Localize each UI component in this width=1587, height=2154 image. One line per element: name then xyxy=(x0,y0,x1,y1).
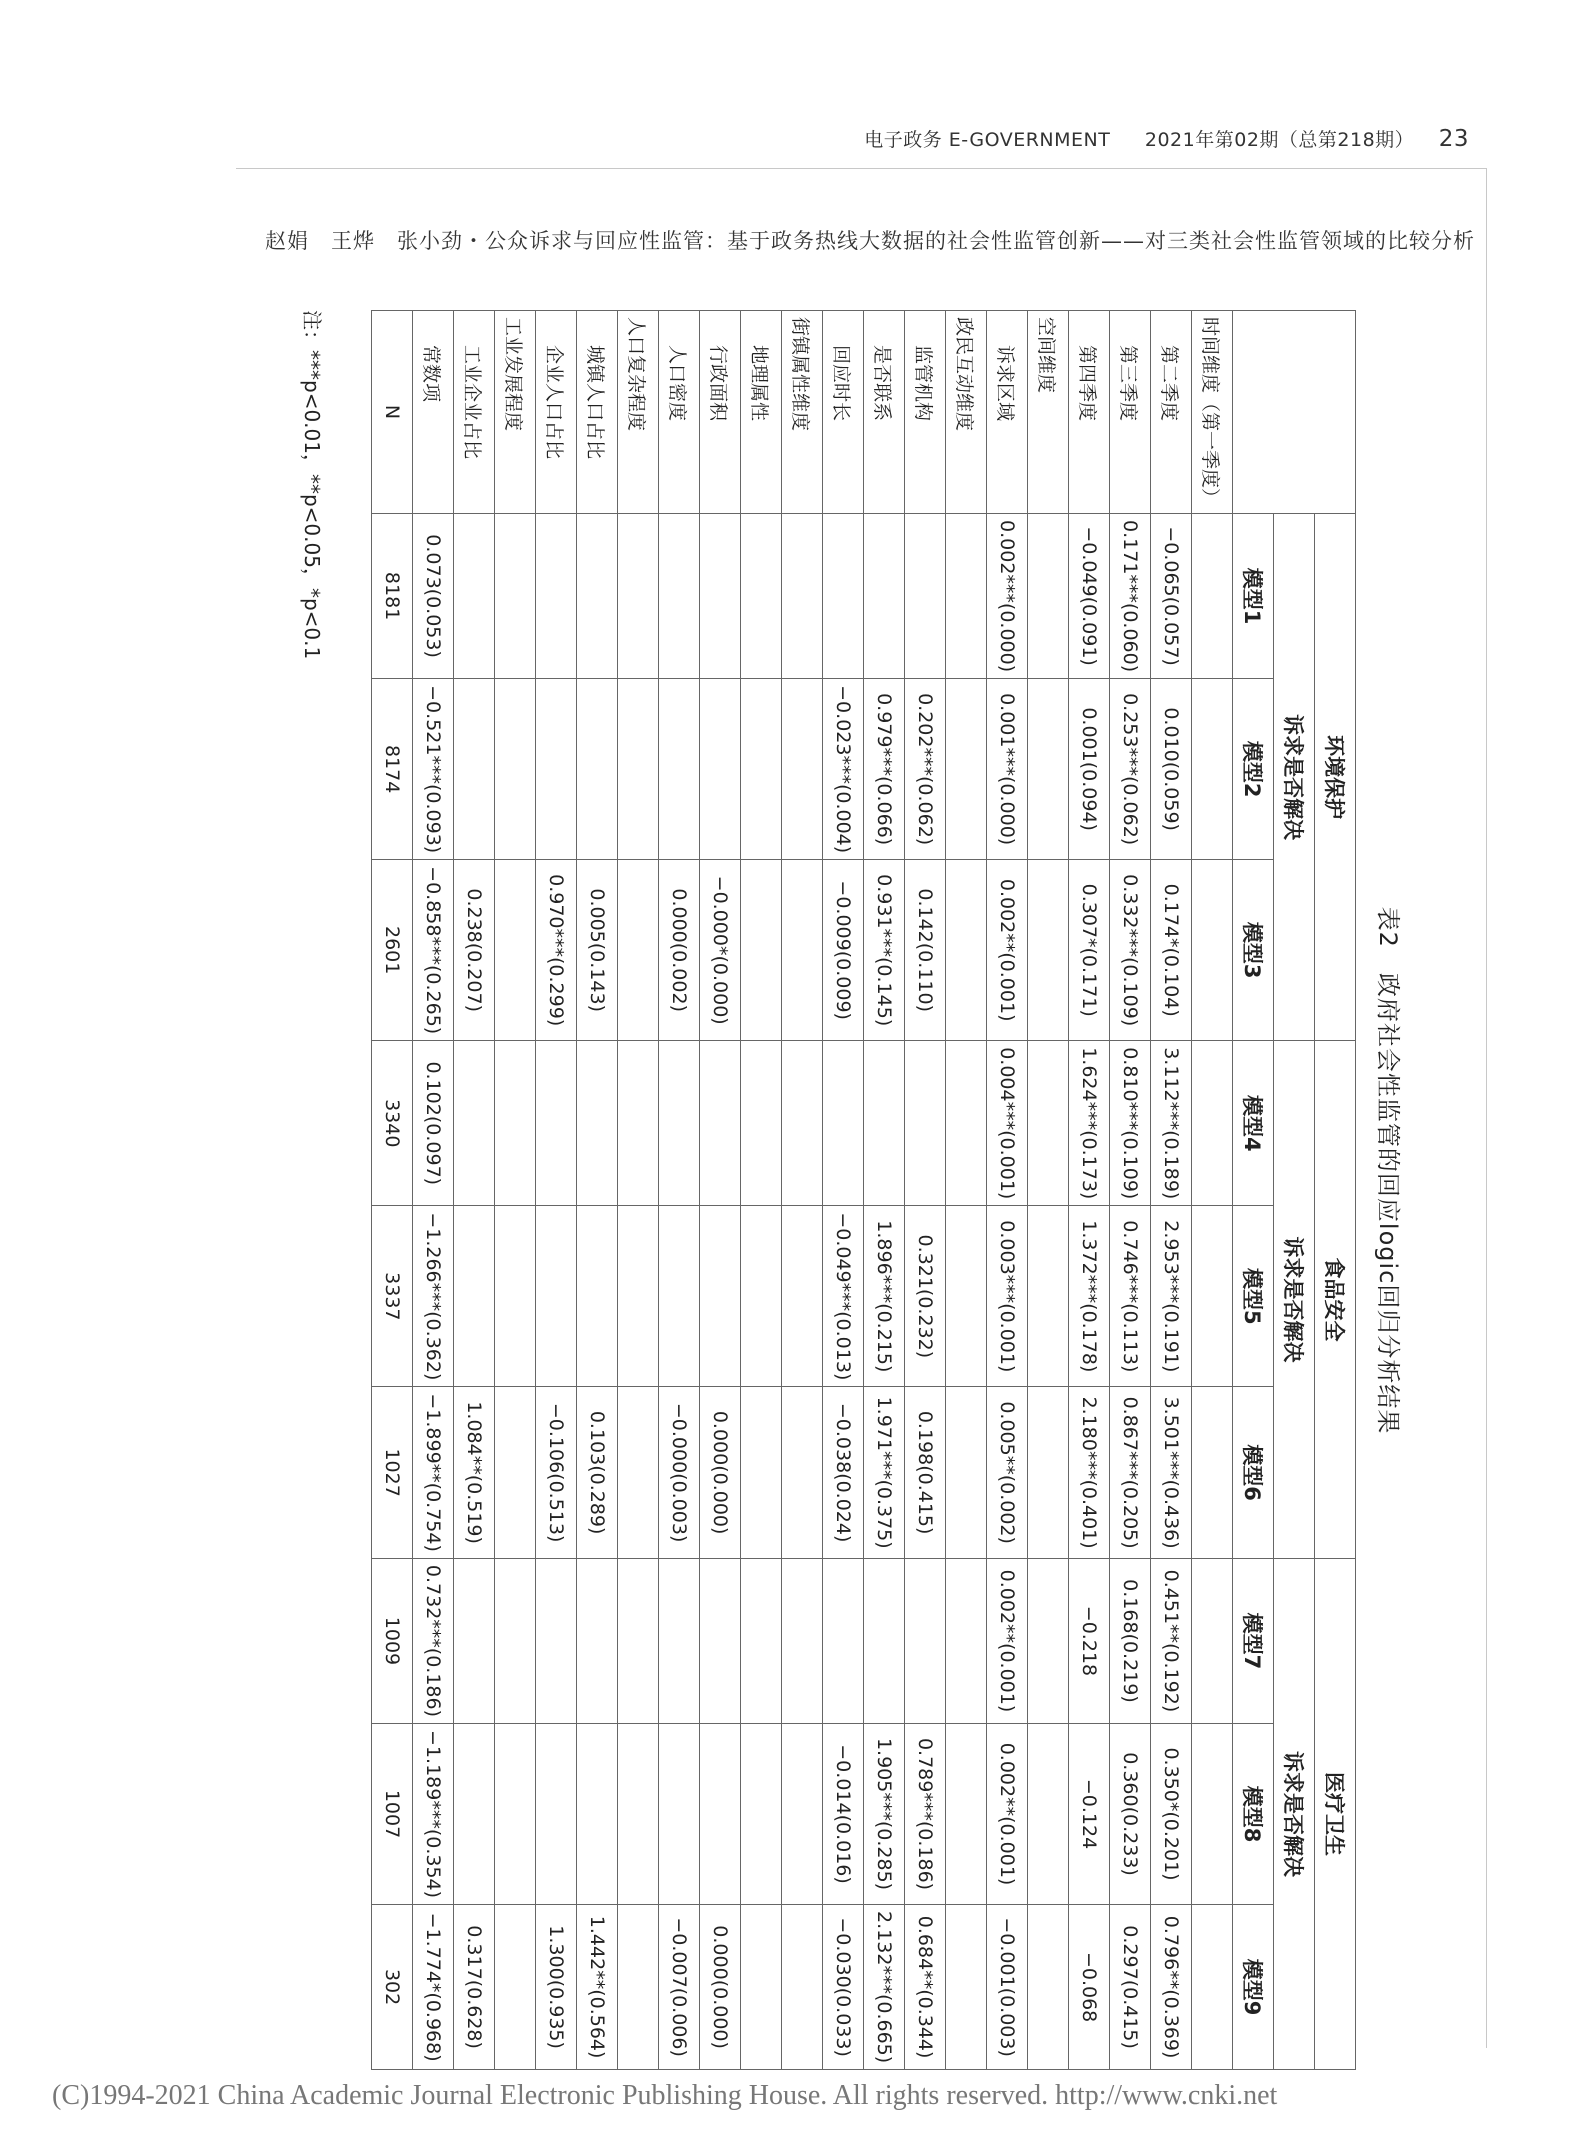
table-cell xyxy=(1028,860,1069,1041)
model-header: 模型7 xyxy=(1233,1558,1274,1723)
table-cell: 3.112***(0.189) xyxy=(1151,1041,1192,1206)
table-cell xyxy=(1192,1905,1233,2070)
table-cell xyxy=(618,1724,659,1905)
table-cell: 1.624***(0.173) xyxy=(1069,1041,1110,1206)
table-cell: 0.198(0.415) xyxy=(905,1387,946,1559)
table-cell xyxy=(495,1724,536,1905)
table-cell xyxy=(946,1905,987,2070)
table-cell xyxy=(1028,1387,1069,1559)
table-cell xyxy=(782,860,823,1041)
table-cell xyxy=(536,1206,577,1387)
row-group-label: 空间维度 xyxy=(1028,311,1069,514)
table-cell xyxy=(741,1387,782,1559)
table-cell xyxy=(454,679,495,860)
table-cell xyxy=(1028,1041,1069,1206)
table-cell: 1007 xyxy=(372,1724,413,1905)
table-cell: −0.124 xyxy=(1069,1724,1110,1905)
table-cell: −0.218 xyxy=(1069,1558,1110,1723)
table-cell xyxy=(700,514,741,679)
table-cell: 1009 xyxy=(372,1558,413,1723)
table-row xyxy=(659,311,700,2070)
table-cell xyxy=(864,514,905,679)
table-cell: 1.084**(0.519) xyxy=(454,1387,495,1559)
table-cell xyxy=(782,1558,823,1723)
table-cell xyxy=(454,1724,495,1905)
table-cell xyxy=(536,1041,577,1206)
table-cell: 0.103(0.289) xyxy=(577,1387,618,1559)
table-cell: −0.001(0.003) xyxy=(987,1905,1028,2070)
domain-food-safety: 食品安全 xyxy=(1315,1041,1356,1559)
table-cell: 0.297(0.415) xyxy=(1110,1905,1151,2070)
table-cell xyxy=(905,1558,946,1723)
model-header: 模型2 xyxy=(1233,679,1274,860)
row-label: 诉求区域 xyxy=(987,311,1028,514)
table-cell xyxy=(864,1041,905,1206)
table-cell: 0.360(0.233) xyxy=(1110,1724,1151,1905)
row-label: 地理属性 xyxy=(741,311,782,514)
domain-environment: 环境保护 xyxy=(1315,514,1356,1041)
rotated-table-area xyxy=(268,298,1418,2064)
table-cell xyxy=(905,1041,946,1206)
table-cell xyxy=(495,1041,536,1206)
dependent-var-health: 诉求是否解决 xyxy=(1274,1558,1315,2069)
table-cell xyxy=(454,1558,495,1723)
table-row xyxy=(577,311,618,2070)
table-cell: 0.002***(0.000) xyxy=(987,514,1028,679)
table-cell: 0.002**(0.001) xyxy=(987,860,1028,1041)
table-cell xyxy=(454,1041,495,1206)
margin-rule-vertical xyxy=(1486,168,1487,2048)
table-cell: 0.168(0.219) xyxy=(1110,1558,1151,1723)
table-cell xyxy=(782,1041,823,1206)
table-cell xyxy=(946,1206,987,1387)
table-cell: 0.796**(0.369) xyxy=(1151,1905,1192,2070)
table-cell xyxy=(1192,1558,1233,1723)
table-cell xyxy=(823,1558,864,1723)
row-label: 企业人口占比 xyxy=(536,311,577,514)
table-cell: 2.132***(0.665) xyxy=(864,1905,905,2070)
table-cell xyxy=(1192,860,1233,1041)
table-cell xyxy=(782,514,823,679)
table-cell xyxy=(1028,1905,1069,2070)
table-cell xyxy=(1028,1724,1069,1905)
table-cell xyxy=(659,514,700,679)
row-label: 第三季度 xyxy=(1110,311,1151,514)
table-cell: −0.007(0.006) xyxy=(659,1905,700,2070)
row-label: 工业企业占比 xyxy=(454,311,495,514)
table-cell xyxy=(536,514,577,679)
table-cell: 0.732***(0.186) xyxy=(413,1558,454,1723)
table-cell: −1.899**(0.754) xyxy=(413,1387,454,1559)
table-cell xyxy=(536,1724,577,1905)
header-row-models xyxy=(1233,311,1274,2070)
table-cell xyxy=(946,1724,987,1905)
table-cell: 1.442**(0.564) xyxy=(577,1905,618,2070)
table-row xyxy=(536,311,577,2070)
table-cell: −0.049(0.091) xyxy=(1069,514,1110,679)
table-row xyxy=(987,311,1028,2070)
table-cell: 0.001(0.094) xyxy=(1069,679,1110,860)
table-row xyxy=(946,311,987,2070)
table-cell: 0.001***(0.000) xyxy=(987,679,1028,860)
row-label: 人口密度 xyxy=(659,311,700,514)
table-cell: 0.238(0.207) xyxy=(454,860,495,1041)
table-cell: 0.979***(0.066) xyxy=(864,679,905,860)
running-head xyxy=(864,125,1469,152)
table-row xyxy=(905,311,946,2070)
copyright-footer: (C)1994-2021 China Academic Journal Electronic Publishing House. All rights reserved. http://www.cnki.net xyxy=(52,2080,1278,2111)
table-cell: −1.189***(0.354) xyxy=(413,1724,454,1905)
table-cell: 0.253***(0.062) xyxy=(1110,679,1151,860)
table-cell: 0.102(0.097) xyxy=(413,1041,454,1206)
table-row xyxy=(1028,311,1069,2070)
table-cell xyxy=(495,1558,536,1723)
table-cell: 0.002**(0.001) xyxy=(987,1724,1028,1905)
table-cell: 0.002**(0.001) xyxy=(987,1558,1028,1723)
table-cell: 0.005**(0.002) xyxy=(987,1387,1028,1559)
journal-name: 电子政务 E-GOVERNMENT xyxy=(864,129,1111,151)
table-cell: 0.010(0.059) xyxy=(1151,679,1192,860)
table-cell xyxy=(782,679,823,860)
row-label: N xyxy=(372,311,413,514)
table-cell: 0.970***(0.299) xyxy=(536,860,577,1041)
table-row xyxy=(782,311,823,2070)
table-cell: 0.073(0.053) xyxy=(413,514,454,679)
table-cell: 2.180***(0.401) xyxy=(1069,1387,1110,1559)
table-cell xyxy=(905,514,946,679)
table-cell xyxy=(823,514,864,679)
table-cell xyxy=(495,1905,536,2070)
table-cell: −0.858***(0.265) xyxy=(413,860,454,1041)
table-cell xyxy=(1028,1558,1069,1723)
table-body xyxy=(372,311,1233,2070)
table-cell xyxy=(1192,1206,1233,1387)
table-cell xyxy=(1028,514,1069,679)
table-cell: −0.049***(0.013) xyxy=(823,1206,864,1387)
issue-info: 2021年第02期（总第218期） xyxy=(1144,129,1415,151)
table-cell xyxy=(536,1558,577,1723)
table-cell xyxy=(577,1206,618,1387)
table-cell xyxy=(577,1041,618,1206)
table-cell xyxy=(536,679,577,860)
table-cell xyxy=(659,1558,700,1723)
table-row xyxy=(1069,311,1110,2070)
table-cell xyxy=(1192,1724,1233,1905)
table-cell: −0.521***(0.093) xyxy=(413,679,454,860)
row-label: 城镇人口占比 xyxy=(577,311,618,514)
margin-rule-horizontal xyxy=(236,168,1487,169)
table-cell: −0.068 xyxy=(1069,1905,1110,2070)
table-cell xyxy=(700,1041,741,1206)
table-cell: 0.003***(0.001) xyxy=(987,1206,1028,1387)
table-cell: −0.030(0.033) xyxy=(823,1905,864,2070)
table-cell: −0.065(0.057) xyxy=(1151,514,1192,679)
table-cell xyxy=(495,1387,536,1559)
regression-table xyxy=(371,310,1356,2070)
table-cell: 1.896***(0.215) xyxy=(864,1206,905,1387)
table-cell xyxy=(782,1206,823,1387)
row-group-label: 政民互动维度 xyxy=(946,311,987,514)
table-cell xyxy=(577,1558,618,1723)
table-row xyxy=(618,311,659,2070)
row-group-label: 街镇属性维度 xyxy=(782,311,823,514)
dependent-var-environment: 诉求是否解决 xyxy=(1274,514,1315,1041)
table-cell: 1.300(0.935) xyxy=(536,1905,577,2070)
table-cell xyxy=(741,1206,782,1387)
table-cell xyxy=(782,1387,823,1559)
table-cell: −0.009(0.009) xyxy=(823,860,864,1041)
table-cell xyxy=(618,679,659,860)
header-corner xyxy=(1233,311,1356,514)
table-row xyxy=(1151,311,1192,2070)
table-cell: 8174 xyxy=(372,679,413,860)
table-cell xyxy=(495,679,536,860)
table-cell: 3340 xyxy=(372,1041,413,1206)
table-cell xyxy=(618,1041,659,1206)
table-row xyxy=(413,311,454,2070)
table-cell xyxy=(946,679,987,860)
table-cell: 302 xyxy=(372,1905,413,2070)
table-cell: 0.931***(0.145) xyxy=(864,860,905,1041)
model-header: 模型1 xyxy=(1233,514,1274,679)
table-cell: 0.004***(0.001) xyxy=(987,1041,1028,1206)
row-group-label: 工业发展程度 xyxy=(495,311,536,514)
table-cell xyxy=(741,860,782,1041)
row-label: 常数项 xyxy=(413,311,454,514)
domain-health: 医疗卫生 xyxy=(1315,1558,1356,2069)
table-cell: 0.142(0.110) xyxy=(905,860,946,1041)
table-cell xyxy=(495,1206,536,1387)
header-row-dependent xyxy=(1274,311,1315,2070)
table-row xyxy=(741,311,782,2070)
table-cell xyxy=(864,1558,905,1723)
table-cell xyxy=(495,860,536,1041)
table-cell xyxy=(741,1558,782,1723)
table-cell xyxy=(700,1724,741,1905)
table-cell: 8181 xyxy=(372,514,413,679)
header-row-domains xyxy=(1315,311,1356,2070)
table-row xyxy=(864,311,905,2070)
model-header: 模型5 xyxy=(1233,1206,1274,1387)
table-cell: 0.000(0.000) xyxy=(700,1905,741,2070)
table-cell xyxy=(823,1041,864,1206)
table-cell: 0.317(0.628) xyxy=(454,1905,495,2070)
table-cell xyxy=(659,1724,700,1905)
table-cell: 0.171***(0.060) xyxy=(1110,514,1151,679)
table-cell: −1.774*(0.968) xyxy=(413,1905,454,2070)
row-label: 回应时长 xyxy=(823,311,864,514)
table-cell xyxy=(946,860,987,1041)
table-cell: −0.014(0.016) xyxy=(823,1724,864,1905)
table-cell xyxy=(741,1041,782,1206)
table-cell xyxy=(454,1206,495,1387)
row-label: 行政面积 xyxy=(700,311,741,514)
table-cell xyxy=(495,514,536,679)
table-cell xyxy=(946,1041,987,1206)
table-row xyxy=(1192,311,1233,2070)
table-cell xyxy=(618,1206,659,1387)
table-cell: 0.451**(0.192) xyxy=(1151,1558,1192,1723)
table-cell xyxy=(946,1558,987,1723)
table-cell xyxy=(1028,679,1069,860)
table-cell xyxy=(782,1724,823,1905)
table-row xyxy=(495,311,536,2070)
row-label: 第二季度 xyxy=(1151,311,1192,514)
table-cell xyxy=(741,1905,782,2070)
model-header: 模型8 xyxy=(1233,1724,1274,1905)
table-cell xyxy=(782,1905,823,2070)
table-cell xyxy=(618,1558,659,1723)
table-cell: 0.202***(0.062) xyxy=(905,679,946,860)
table-cell: 2601 xyxy=(372,860,413,1041)
table-cell: 2.953***(0.191) xyxy=(1151,1206,1192,1387)
table-cell xyxy=(618,860,659,1041)
row-label: 监管机构 xyxy=(905,311,946,514)
table-cell xyxy=(577,1724,618,1905)
table-row xyxy=(700,311,741,2070)
table-cell xyxy=(1192,679,1233,860)
table-cell: −1.266***(0.362) xyxy=(413,1206,454,1387)
row-label: 第四季度 xyxy=(1069,311,1110,514)
row-label: 是否联系 xyxy=(864,311,905,514)
table-cell xyxy=(454,514,495,679)
table-cell: 0.000(0.002) xyxy=(659,860,700,1041)
table-cell: 1.971***(0.375) xyxy=(864,1387,905,1559)
table-cell: 0.746***(0.113) xyxy=(1110,1206,1151,1387)
model-header: 模型4 xyxy=(1233,1041,1274,1206)
table-cell: −0.000*(0.000) xyxy=(700,860,741,1041)
table-cell: 0.867***(0.205) xyxy=(1110,1387,1151,1559)
table-cell xyxy=(659,679,700,860)
table-cell: 1.372***(0.178) xyxy=(1069,1206,1110,1387)
table-cell xyxy=(1192,1041,1233,1206)
row-group-label: 人口复杂程度 xyxy=(618,311,659,514)
table-cell xyxy=(700,1206,741,1387)
table-cell xyxy=(618,514,659,679)
table-cell xyxy=(741,1724,782,1905)
table-cell xyxy=(946,514,987,679)
table-cell xyxy=(618,1905,659,2070)
table-cell: 0.174*(0.104) xyxy=(1151,860,1192,1041)
table-cell xyxy=(577,679,618,860)
model-header: 模型3 xyxy=(1233,860,1274,1041)
table-cell xyxy=(577,514,618,679)
table-cell xyxy=(659,1206,700,1387)
table-cell xyxy=(741,514,782,679)
table-cell: −0.023***(0.004) xyxy=(823,679,864,860)
table-cell: 3337 xyxy=(372,1206,413,1387)
table-cell: 0.000(0.000) xyxy=(700,1387,741,1559)
table-cell xyxy=(659,1041,700,1206)
table-cell: 1027 xyxy=(372,1387,413,1559)
table-cell: 0.789***(0.186) xyxy=(905,1724,946,1905)
table-cell: 3.501***(0.436) xyxy=(1151,1387,1192,1559)
table-cell: 0.321(0.232) xyxy=(905,1206,946,1387)
table-cell: 0.350*(0.201) xyxy=(1151,1724,1192,1905)
table-cell xyxy=(1028,1206,1069,1387)
table-cell: 0.332***(0.109) xyxy=(1110,860,1151,1041)
table-note: 注：***p<0.01，**p<0.05，*p<0.1 xyxy=(300,310,324,660)
table-cell: 0.810***(0.109) xyxy=(1110,1041,1151,1206)
dependent-var-food-safety: 诉求是否解决 xyxy=(1274,1041,1315,1559)
table-cell xyxy=(1192,514,1233,679)
table-cell: 1.905***(0.285) xyxy=(864,1724,905,1905)
table-cell: −0.038(0.024) xyxy=(823,1387,864,1559)
table-cell xyxy=(741,679,782,860)
page-number: 23 xyxy=(1438,126,1469,152)
row-group-label: 时间维度（第一季度） xyxy=(1192,311,1233,514)
table-cell xyxy=(1192,1387,1233,1559)
table-cell: −0.000(0.003) xyxy=(659,1387,700,1559)
table-cell: 0.684**(0.344) xyxy=(905,1905,946,2070)
model-header: 模型9 xyxy=(1233,1905,1274,2070)
table-caption: 表2 政府社会性监管的回应logic回归分析结果 xyxy=(1374,906,1402,1435)
table-row xyxy=(454,311,495,2070)
table-cell: −0.106(0.513) xyxy=(536,1387,577,1559)
table-row xyxy=(823,311,864,2070)
table-page-landscape xyxy=(268,298,1418,2064)
table-cell xyxy=(618,1387,659,1559)
table-cell xyxy=(700,679,741,860)
article-running-title: 赵娟 王烨 张小劲・公众诉求与回应性监管：基于政务热线大数据的社会性监管创新——对三类社会性监管领域的比较分析 xyxy=(265,229,1475,253)
model-header: 模型6 xyxy=(1233,1387,1274,1559)
table-row xyxy=(372,311,413,2070)
table-cell: 0.307*(0.171) xyxy=(1069,860,1110,1041)
table-cell: 0.005(0.143) xyxy=(577,860,618,1041)
table-cell xyxy=(700,1558,741,1723)
table-row xyxy=(1110,311,1151,2070)
table-cell xyxy=(946,1387,987,1559)
